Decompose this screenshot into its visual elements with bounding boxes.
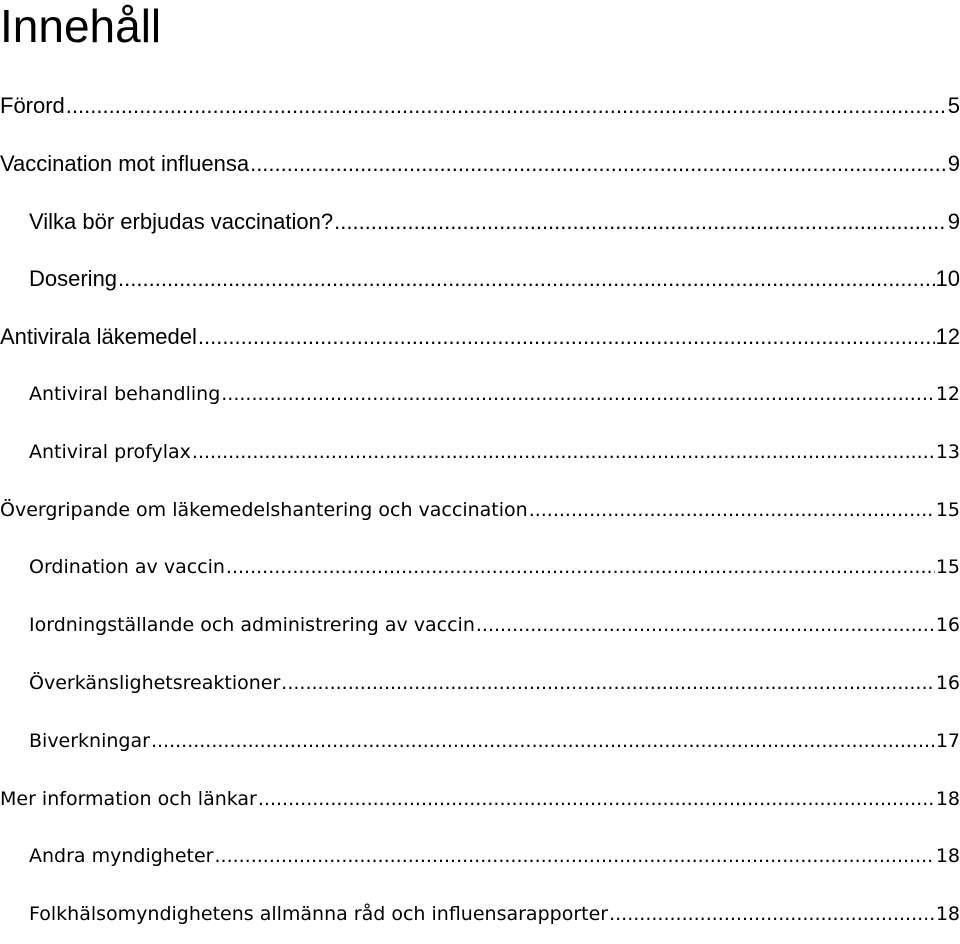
toc-page-number: 17 [935,729,960,752]
toc-entry[interactable] [0,308,960,366]
toc-entry[interactable] [0,597,960,655]
toc-entry-label: Biverkningar [29,729,150,752]
dot-leader [334,193,947,251]
toc-entry[interactable] [0,655,960,713]
toc-page-number: 18 [935,903,960,926]
page-title: Innehåll [0,0,162,52]
toc-entry-label: Överkänslighetsreaktioner [29,671,281,694]
toc-entry-label: Iordningställande och administrering av vaccin [29,614,475,637]
toc-entry[interactable] [0,250,960,308]
toc-entry[interactable] [0,135,960,193]
toc-page-number: 12 [935,324,960,350]
toc-entry[interactable] [0,886,960,944]
dot-leader [214,828,934,886]
dot-leader [118,250,934,308]
toc-entry-label: Folkhälsomyndighetens allmänna råd och influensarapporter [29,903,609,926]
toc-entry-label: Dosering [29,266,118,292]
dot-leader [609,886,935,944]
toc-entry[interactable] [0,713,960,771]
toc-entry-label: Ordination av vaccin [29,556,225,579]
toc-page-number: 13 [935,440,960,463]
dot-leader [281,655,935,713]
toc-entry[interactable] [0,828,960,886]
toc-page-number: 9 [947,208,960,234]
toc-entry[interactable] [0,482,960,540]
toc-entry[interactable] [0,77,960,135]
toc-entry[interactable] [0,424,960,482]
toc-entry[interactable] [0,771,960,829]
toc-entry-label: Antivirala läkemedel [0,324,197,350]
dot-leader [226,539,935,597]
toc-entry-label: Andra myndigheter [29,845,214,868]
dot-leader [66,77,947,135]
dot-leader [476,597,935,655]
toc-page-number: 12 [935,382,960,405]
toc-entry-label: Mer information och länkar [0,787,257,810]
toc-page-number: 16 [935,614,960,637]
toc-page-number: 10 [935,266,960,292]
toc-entry-label: Förord [0,93,65,118]
dot-leader [258,771,935,829]
toc-entry-label: Övergripande om läkemedelshantering och vaccination [0,498,528,521]
dot-leader [221,366,935,424]
toc-page-number: 18 [935,787,960,810]
toc-page-number: 18 [935,845,960,868]
table-of-contents [0,77,960,944]
dot-leader [151,713,935,771]
toc-entry-label: Vilka bör erbjudas vaccination? [29,208,334,234]
dot-leader [198,308,935,366]
toc-page-number: 16 [935,671,960,694]
toc-entry[interactable] [0,539,960,597]
dot-leader [192,424,935,482]
dot-leader [529,482,935,540]
toc-entry-label: Antiviral behandling [29,382,221,405]
dot-leader [250,135,947,193]
toc-page-number: 15 [935,556,960,579]
toc-page-number: 15 [935,498,960,521]
toc-entry-label: Vaccination mot influensa [0,150,250,176]
toc-entry-label: Antiviral profylax [29,440,191,463]
toc-page-number: 9 [947,150,960,176]
toc-entry[interactable] [0,193,960,251]
toc-entry[interactable] [0,366,960,424]
toc-page-number: 5 [947,93,960,118]
